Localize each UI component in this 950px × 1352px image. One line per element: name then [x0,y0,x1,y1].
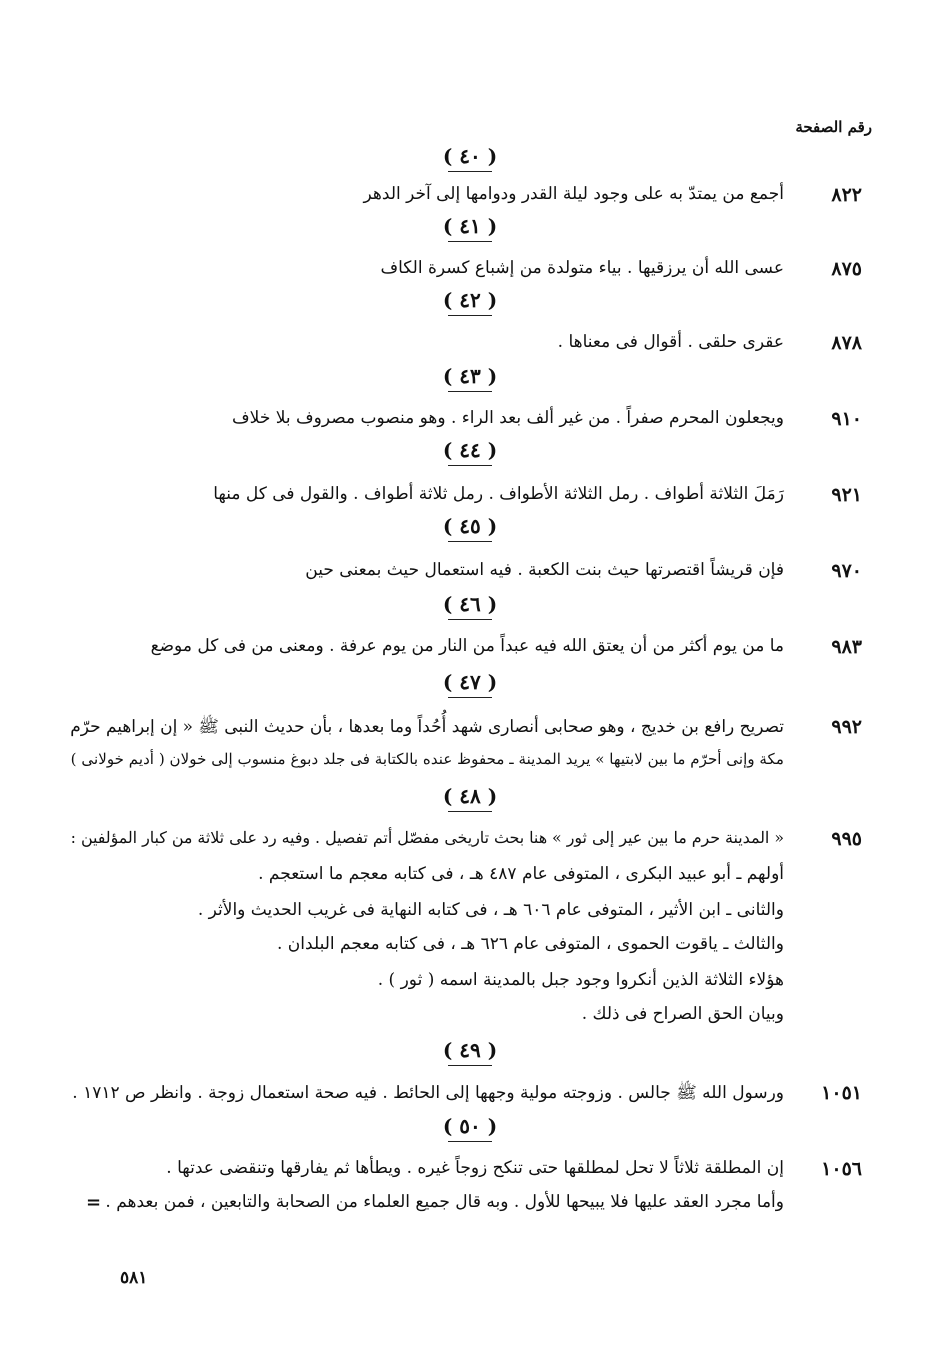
section-marker-text: ( ٤٩ ) [442,1038,498,1062]
page-number: ٥٨١ [120,1268,148,1288]
marker-rule [448,391,492,392]
entry-line: هؤلاء الثلاثة الذين أنكروا وجود جبل بالمدينة اسمه ( ثور ) . [377,970,784,990]
section-marker [420,514,520,542]
section-marker [420,592,520,620]
continuation-mark: = [86,1192,102,1213]
section-marker-text: ( ٤٨ ) [442,784,498,808]
entry-number: ١٠٥٦ [821,1158,862,1180]
entry-number: ٨٢٢ [831,184,862,206]
entry-line: ما من يوم أكثر من أن يعتق الله فيه عبداً من النار من يوم عرفة . ومعنى من فى كل موضع [150,636,784,656]
section-marker [420,144,520,172]
marker-rule [448,1065,492,1066]
section-marker [420,1038,520,1066]
section-marker [420,438,520,466]
entry-line: ورسول الله ﷺ جالس . وزوجته مولية وجهها إلى الحائط . فيه صحة استعمال زوجة . وانظر ص ١٧١٢ . [72,1083,784,1103]
section-marker [420,214,520,242]
entry-line: رَمَلَ الثلاثة أطواف . رمل الثلاثة الأطواف . رمل ثلاثة أطواف . والقول فى كل منها [213,484,784,504]
entry-line: ويجعلون المحرم صفراً . من غير ألف بعد الراء . وهو منصوب مصروف بلا خلاف [232,408,784,428]
section-marker-text: ( ٤٦ ) [442,592,498,616]
section-marker [420,364,520,392]
page-column-header: رقم الصفحة [795,118,872,136]
section-marker-text: ( ٤١ ) [442,214,498,238]
entry-line: عسى الله أن يرزقيها . بياء متولدة من إشباع كسرة الكاف [380,258,784,278]
entry-line: وبيان الحق الصراح فى ذلك . [581,1004,784,1024]
entry-line: والثالث ـ ياقوت الحموى ، المتوفى عام ٦٢٦ هـ ، فى كتابه معجم البلدان . [277,934,784,954]
entry-line: فإن قريشاً اقتصرتها حيث بنت الكعبة . فيه استعمال حيث بمعنى حين [305,560,784,580]
section-marker [420,288,520,316]
entry-number: ٨٧٨ [831,332,862,354]
entry-number: ٩٩٥ [831,828,862,850]
marker-rule [448,1141,492,1142]
marker-rule [448,241,492,242]
entry-line: أجمع من يمتدّ به على وجود ليلة القدر ودوامها إلى آخر الدهر [363,184,784,204]
entry-line: وأما مجرد العقد عليها فلا يبيحها للأول . وبه قال جميع العلماء من الصحابة والتابعين ، فمن بعدهم . [105,1192,784,1212]
section-marker [420,670,520,698]
entry-line: إن المطلقة ثلاثاً لا تحل لمطلقها حتى تنكح زوجاً غيره . ويطأها ثم يفارقها وتنقضى عدتها . [166,1158,784,1178]
marker-rule [448,465,492,466]
marker-rule [448,811,492,812]
entry-line: أولهم ـ أبو عبيد البكرى ، المتوفى عام ٤٨٧ هـ ، فى كتابه معجم ما استعجم . [258,864,784,884]
entry-number: ٩١٠ [831,408,862,430]
marker-rule [448,315,492,316]
marker-rule [448,619,492,620]
section-marker-text: ( ٤٠ ) [442,144,498,168]
entry-number: ٩٨٣ [831,636,862,658]
marker-rule [448,171,492,172]
entry-number: ١٠٥١ [821,1082,862,1104]
entry-line: تصريح رافع بن خديج ، وهو صحابى أنصارى شهد أُحُداً وما بعدها ، بأن حديث النبى ﷺ « إن إبراهيم حرّم [70,716,784,736]
entry-number: ٨٧٥ [831,258,862,280]
entry-number: ٩٧٠ [831,560,862,582]
section-marker-text: ( ٥٠ ) [442,1114,498,1138]
section-marker-text: ( ٤٢ ) [442,288,498,312]
section-marker-text: ( ٤٤ ) [442,438,498,462]
entry-line: والثانى ـ ابن الأثير ، المتوفى عام ٦٠٦ هـ ، فى كتابه النهاية فى غريب الحديث والأثر . [197,900,784,920]
entry-number: ٩٩٢ [831,716,862,738]
marker-rule [448,697,492,698]
marker-rule [448,541,492,542]
entry-number: ٩٢١ [831,484,862,506]
entry-line: مكة وإنى أحرّم ما بين لابتيها » يريد المدينة ـ محفوظ عنده بالكتابة فى جلد دبوغ منسوب إلى خولان ( أديم خولانى ) [70,750,784,768]
section-marker-text: ( ٤٣ ) [442,364,498,388]
section-marker [420,1114,520,1142]
section-marker [420,784,520,812]
entry-line: عقرى حلقى . أقوال فى معناها . [557,332,784,352]
section-marker-text: ( ٤٥ ) [442,514,498,538]
section-marker-text: ( ٤٧ ) [442,670,498,694]
entry-line: « المدينة حرم ما بين عير إلى ثور » هنا بحث تاريخى مفصّل أتم تفصيل . وفيه رد على ثلاثة من كبار المؤلفين : [70,828,784,847]
